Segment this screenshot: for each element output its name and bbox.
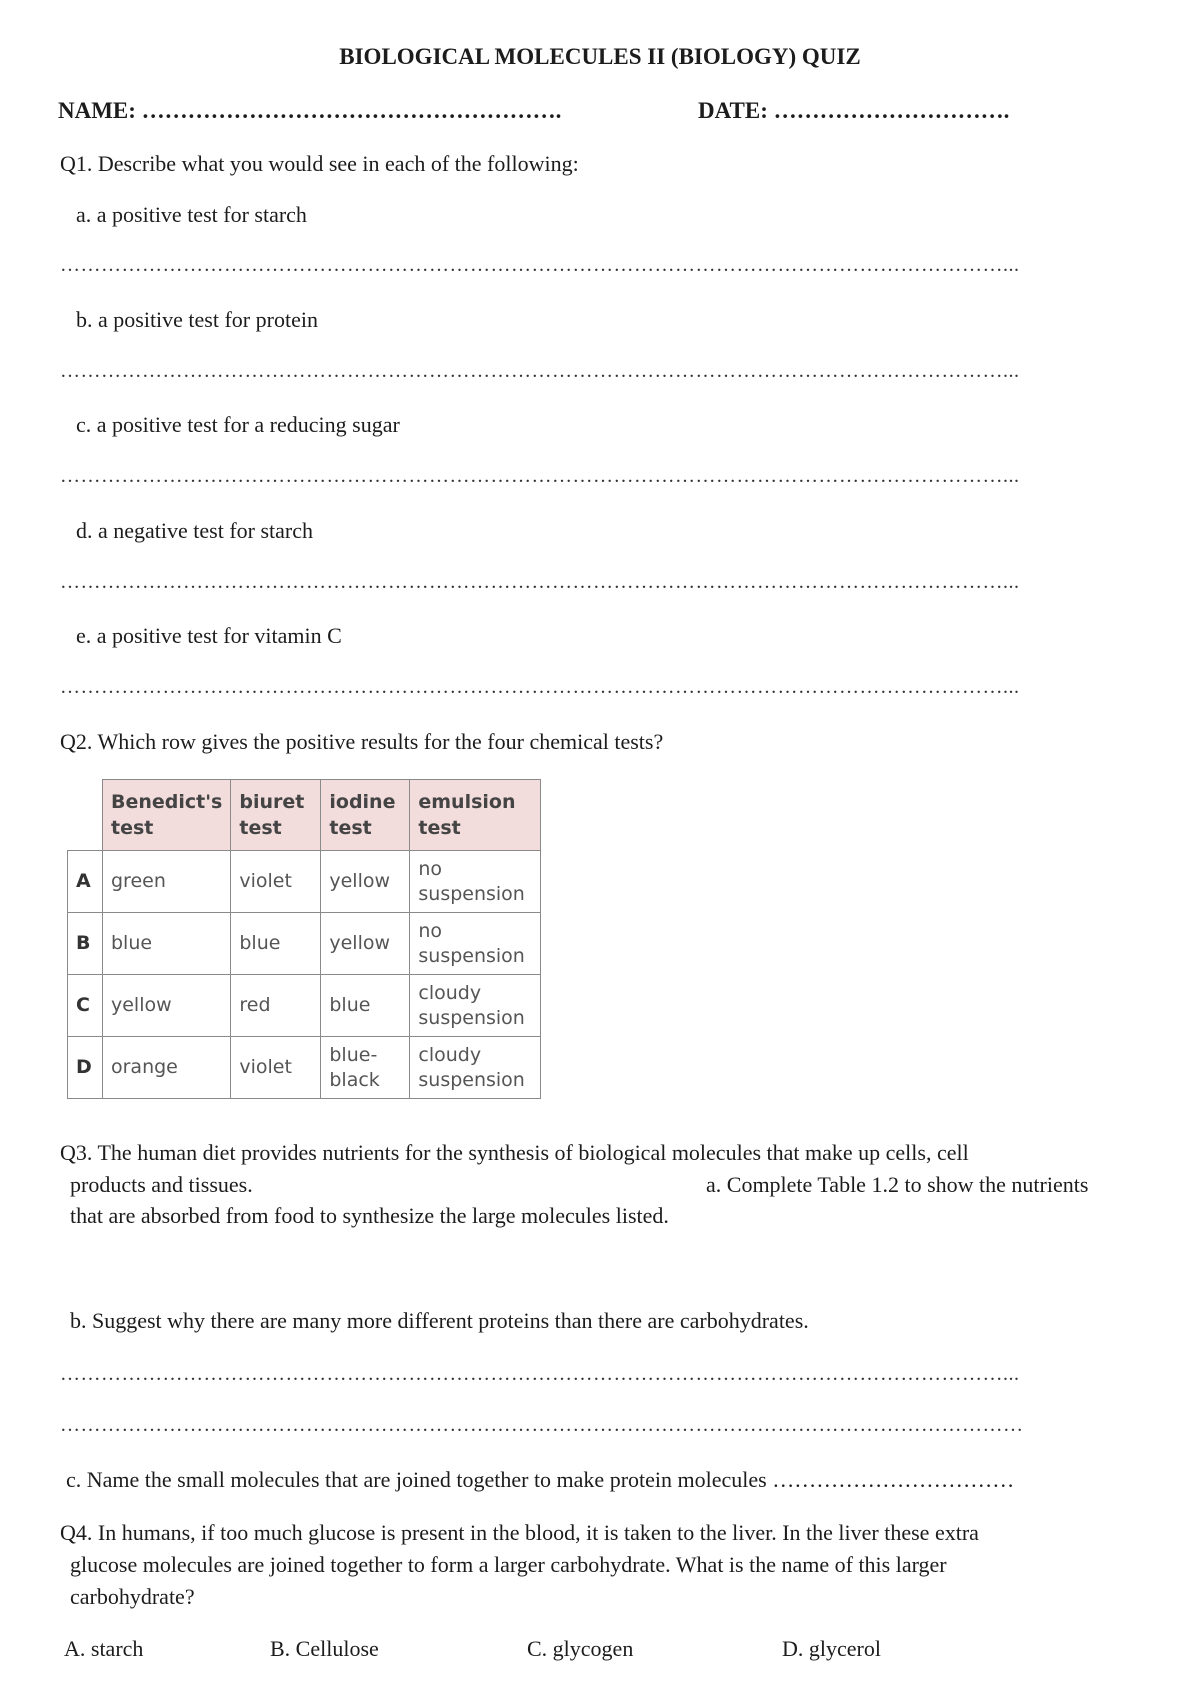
header-label: Benedict's test — [111, 791, 223, 839]
q3-stem-line1: Q3. The human diet provides nutrients for the synthesis of biological molecules that make up cells, cell — [60, 1140, 969, 1165]
table-cell: yellow — [103, 975, 231, 1037]
q1-part-b: b. a positive test for protein — [76, 307, 318, 332]
header-label: emulsion test — [418, 791, 516, 839]
page-title: BIOLOGICAL MOLECULES II (BIOLOGY) QUIZ — [339, 44, 861, 69]
table-corner-cell — [68, 780, 103, 851]
q4-stem-line1: Q4. In humans, if too much glucose is present in the blood, it is taken to the liver. In the liver these extra — [60, 1520, 979, 1545]
table-cell: blue — [321, 975, 410, 1037]
table-header-benedicts — [103, 780, 231, 851]
q1-part-d: d. a negative test for starch — [76, 518, 314, 543]
q1-part-e: e. a positive test for vitamin C — [76, 623, 342, 648]
table-cell: violet — [231, 1037, 321, 1099]
table-cell: blue — [103, 913, 231, 975]
row-label: B — [68, 913, 103, 975]
q3-part-a: a. Complete Table 1.2 to show the nutrients — [706, 1172, 1089, 1197]
table-cell: yellow — [321, 913, 410, 975]
q3-part-b: b. Suggest why there are many more different proteins than there are carbohydrates. — [70, 1308, 809, 1333]
table-header-emulsion — [410, 780, 541, 851]
table-cell: no suspension — [410, 851, 541, 913]
header-label: biuret test — [239, 791, 305, 839]
table-cell: no suspension — [410, 913, 541, 975]
table-header-biuret — [231, 780, 321, 851]
q3-stem-line2: products and tissues. — [70, 1172, 253, 1197]
table-cell: violet — [231, 851, 321, 913]
q2-stem: Q2. Which row gives the positive results for the four chemical tests? — [60, 729, 664, 754]
q4-option-a[interactable]: A. starch — [64, 1636, 144, 1661]
q4-option-d[interactable]: D. glycerol — [782, 1636, 881, 1661]
table-cell: yellow — [321, 851, 410, 913]
q3-stem-line3: that are absorbed from food to synthesize the large molecules listed. — [70, 1203, 669, 1228]
date-field[interactable]: DATE: …………………………. — [698, 98, 1010, 123]
q2-results-table — [67, 779, 541, 1099]
table-cell: blue-black — [321, 1037, 410, 1099]
q1-b-answer-line[interactable]: …………………………………………………………………………………………………………………………... — [60, 360, 1020, 382]
q1-stem: Q1. Describe what you would see in each of the following: — [60, 151, 579, 176]
table-header-iodine — [321, 780, 410, 851]
header-label: iodine test — [329, 791, 396, 839]
table-header-row — [68, 780, 541, 851]
row-label: A — [68, 851, 103, 913]
table-cell: red — [231, 975, 321, 1037]
table-cell: orange — [103, 1037, 231, 1099]
q1-c-answer-line[interactable]: …………………………………………………………………………………………………………………………... — [60, 465, 1020, 487]
q4-stem-line3: carbohydrate? — [70, 1584, 195, 1609]
table-cell: green — [103, 851, 231, 913]
q4-option-b[interactable]: B. Cellulose — [270, 1636, 379, 1661]
q1-d-answer-line[interactable]: …………………………………………………………………………………………………………………………... — [60, 571, 1020, 593]
q1-e-answer-line[interactable]: …………………………………………………………………………………………………………………………... — [60, 676, 1020, 698]
q1-part-c: c. a positive test for a reducing sugar — [76, 412, 400, 437]
table-row[interactable] — [68, 851, 541, 913]
table-cell: cloudy suspension — [410, 1037, 541, 1099]
q3-part-c: c. Name the small molecules that are joined together to make protein molecules …………………………… — [66, 1467, 1015, 1492]
q1-a-answer-line[interactable]: …………………………………………………………………………………………………………………………... — [60, 254, 1020, 276]
name-field[interactable]: NAME: ………………………………………………. — [58, 98, 562, 123]
row-label: C — [68, 975, 103, 1037]
table-row[interactable] — [68, 913, 541, 975]
q4-option-c[interactable]: C. glycogen — [527, 1636, 634, 1661]
row-label: D — [68, 1037, 103, 1099]
table-cell: blue — [231, 913, 321, 975]
table-row[interactable] — [68, 1037, 541, 1099]
table-cell: cloudy suspension — [410, 975, 541, 1037]
table-row[interactable] — [68, 975, 541, 1037]
q4-stem-line2: glucose molecules are joined together to form a larger carbohydrate. What is the name of this larger — [70, 1552, 947, 1577]
q3-b-answer-line-1[interactable]: …………………………………………………………………………………………………………………………... — [60, 1363, 1020, 1385]
q3-b-answer-line-2[interactable]: …………………………………………………………………………………………………………………………… — [60, 1414, 1024, 1436]
q1-part-a: a. a positive test for starch — [76, 202, 307, 227]
